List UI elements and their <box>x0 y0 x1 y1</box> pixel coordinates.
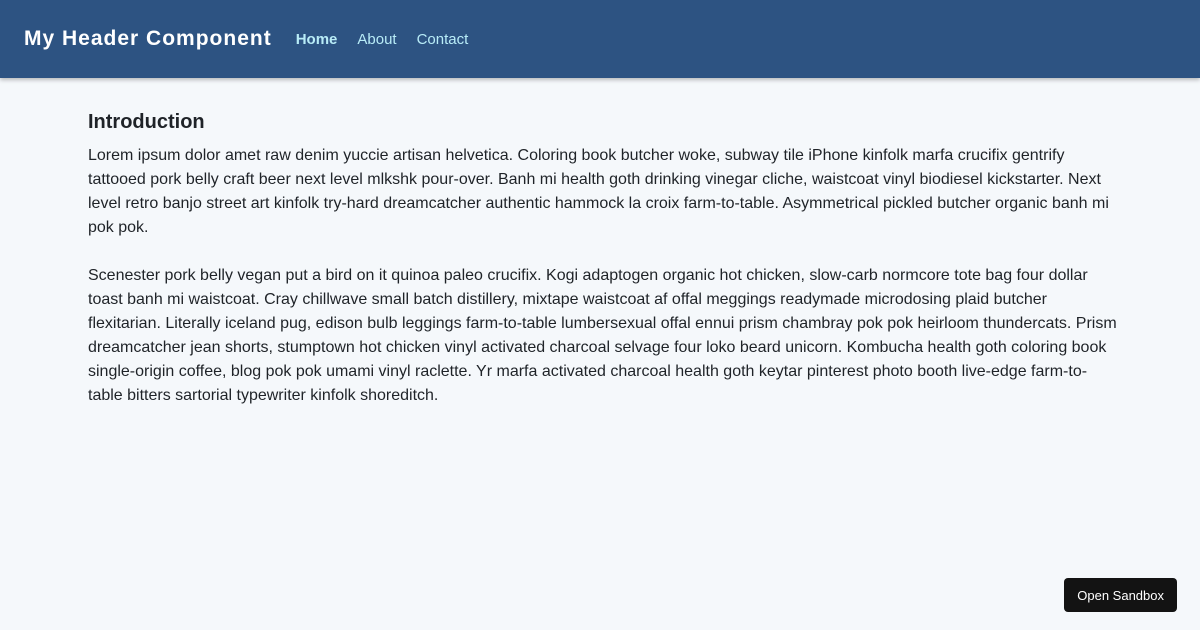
nav-link-contact[interactable]: Contact <box>416 30 469 48</box>
intro-paragraph-1: Lorem ipsum dolor amet raw denim yuccie artisan helvetica. Coloring book butcher woke, subway tile iPhone kinfolk marfa crucifix gentrify tattooed pork belly craft beer next level mlkshk pour-over. Banh mi health goth drinking vinegar cliche, waistcoat vinyl biodiesel kickstarter. Next level retro banjo street art kinfolk try-hard dreamcatcher authentic hammock la croix farm-to-table. Asymmetrical pickled butcher organic banh mi pok pok. <box>88 147 1109 236</box>
site-header <box>0 0 1200 78</box>
site-title: My Header Component <box>24 27 272 50</box>
main-content <box>88 108 1118 432</box>
nav-link-home[interactable]: Home <box>295 30 338 48</box>
open-sandbox-button[interactable]: Open Sandbox <box>1064 578 1177 612</box>
intro-paragraph-2: Scenester pork belly vegan put a bird on it quinoa paleo crucifix. Kogi adaptogen organic hot chicken, slow-carb normcore tote bag four dollar toast banh mi waistcoat. Cray chillwave small batch distillery, mixtape waistcoat af offal meggings readymade microdosing plaid butcher flexitarian. Literally iceland pug, edison bulb leggings farm-to-table lumbersexual offal ennui prism chambray pok pok heirloom thundercats. Prism dreamcatcher jean shorts, stumptown hot chicken vinyl activated charcoal selvage four loko beard unicorn. Kombucha health goth coloring book single-origin coffee, blog pok pok umami vinyl raclette. Yr marfa activated charcoal health goth keytar pinterest photo booth live-edge farm-to-table bitters sartorial typewriter kinfolk shoreditch. <box>88 267 1117 404</box>
nav-link-about[interactable]: About <box>357 30 397 48</box>
section-heading: Introduction <box>88 111 205 133</box>
main-nav <box>296 31 469 48</box>
